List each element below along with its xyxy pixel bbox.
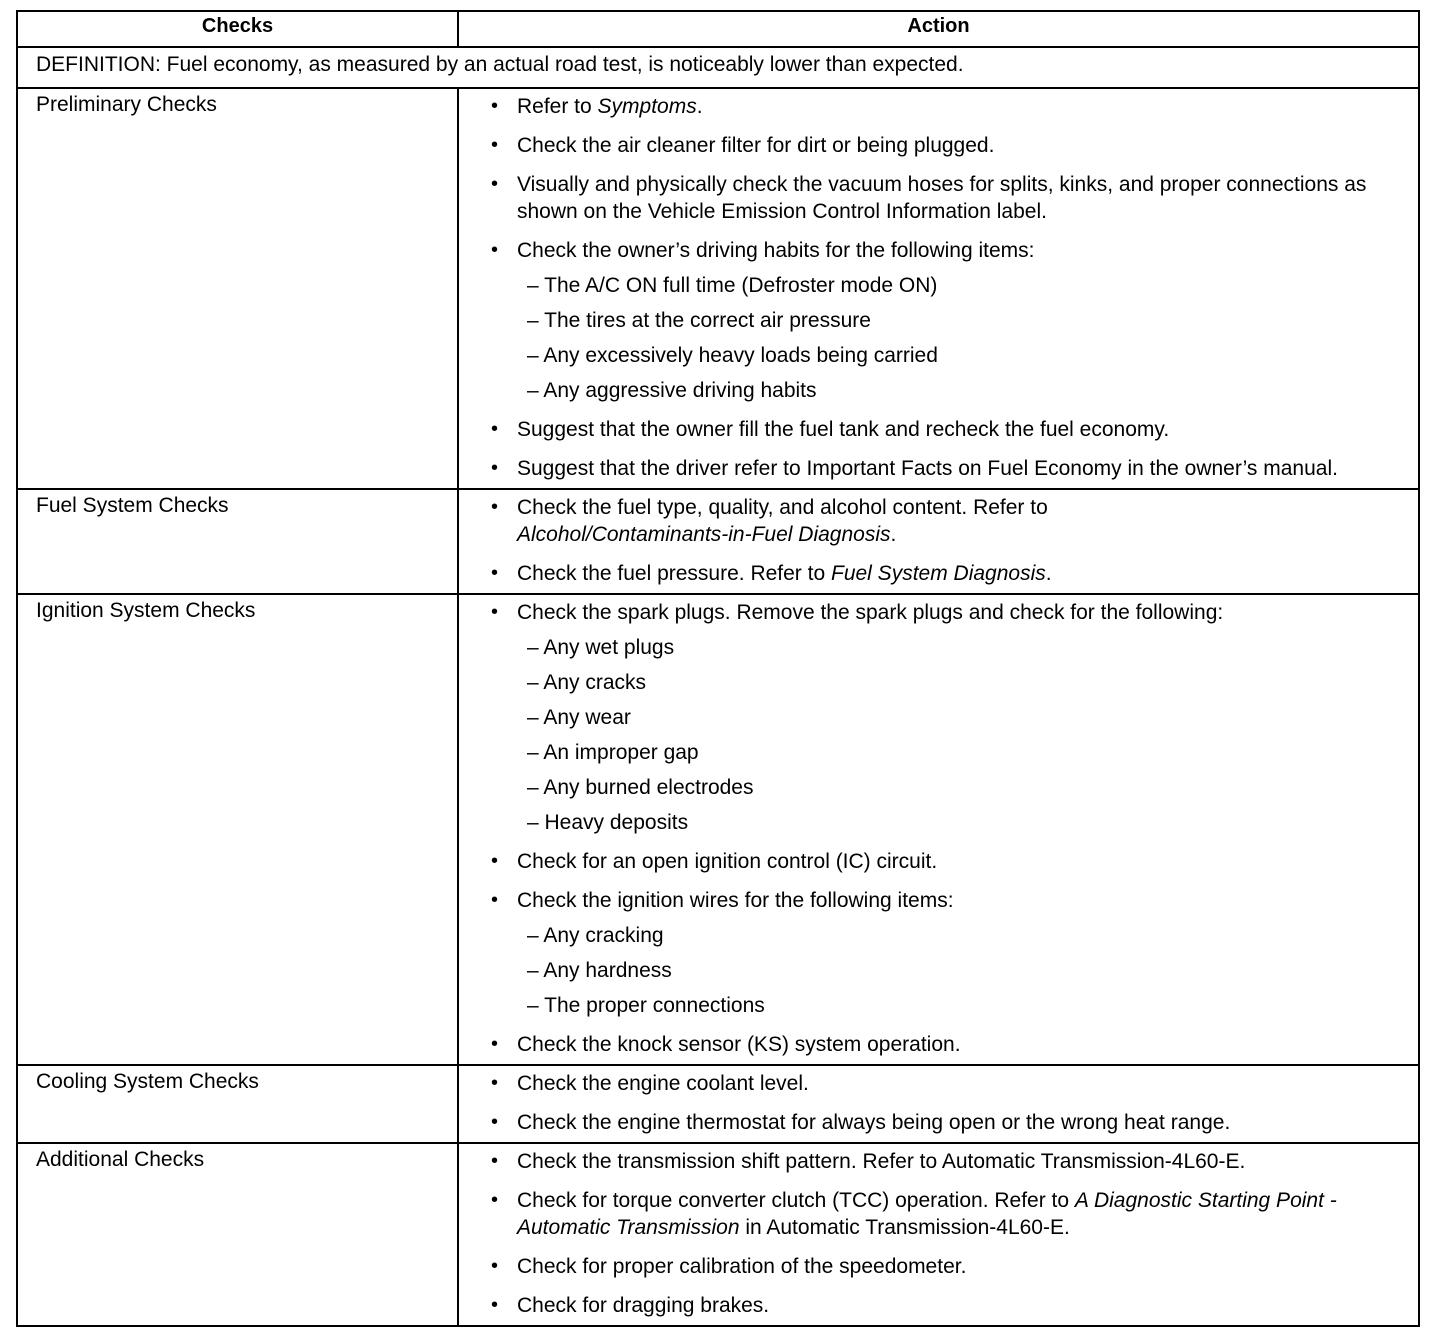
bullet-icon: • [491, 239, 499, 261]
bullet-icon: • [491, 496, 499, 518]
action-text: Check the fuel pressure. Refer to Fuel System Diagnosis. [517, 562, 1052, 585]
sub-item: – The tires at the correct air pressure [527, 309, 871, 332]
action-item [491, 599, 1408, 836]
bullet-icon: • [491, 95, 499, 117]
action-text: Check the air cleaner filter for dirt or being plugged. [517, 134, 995, 157]
action-list [491, 93, 1408, 482]
action-item [491, 1031, 1408, 1058]
sub-item: – An improper gap [527, 741, 699, 764]
sub-item: – Any aggressive driving habits [527, 379, 817, 402]
action-item [491, 560, 1408, 587]
action-text: Refer to Symptoms. [517, 95, 703, 118]
reference-link-text: A Diagnostic Starting Point - Automatic Transmission [517, 1189, 1337, 1239]
bullet-icon: • [491, 457, 499, 479]
check-category: Fuel System Checks [17, 489, 458, 594]
section-row-additional-checks [17, 1143, 1419, 1326]
action-text: Suggest that the driver refer to Important Facts on Fuel Economy in the owner’s manual. [517, 457, 1338, 480]
sub-item-list [517, 922, 1408, 1019]
sub-item: – Any hardness [527, 959, 672, 982]
action-text: Check the engine thermostat for always being open or the wrong heat range. [517, 1111, 1231, 1134]
fuel-economy-diagnosis-table [16, 10, 1420, 1327]
action-item [491, 1109, 1408, 1136]
reference-link-text: Symptoms [597, 95, 697, 118]
bullet-icon: • [491, 889, 499, 911]
section-row-preliminary-checks [17, 88, 1419, 489]
check-category: Additional Checks [17, 1143, 458, 1326]
sub-item: – Any burned electrodes [527, 776, 754, 799]
action-item [491, 416, 1408, 443]
section-row-fuel-system-checks [17, 489, 1419, 594]
sub-item-list [517, 634, 1408, 836]
sub-item: – Any cracks [527, 671, 647, 694]
action-text: Check the spark plugs. Remove the spark plugs and check for the following: [517, 601, 1224, 624]
action-item [491, 1253, 1408, 1280]
action-text: Check the engine coolant level. [517, 1072, 809, 1095]
section-row-cooling-system-checks [17, 1065, 1419, 1143]
action-item [491, 455, 1408, 482]
action-cell [458, 489, 1419, 594]
action-item [491, 848, 1408, 875]
reference-link-text: Alcohol/Contaminants-in-Fuel Diagnosis [517, 523, 891, 546]
action-item [491, 1070, 1408, 1097]
bullet-icon: • [491, 850, 499, 872]
bullet-icon: • [491, 1150, 499, 1172]
sub-item-list [517, 272, 1408, 404]
bullet-icon: • [491, 1111, 499, 1133]
sub-item: – Any cracking [527, 924, 664, 947]
action-cell [458, 594, 1419, 1065]
sub-item: – The A/C ON full time (Defroster mode ON) [527, 274, 938, 297]
bullet-icon: • [491, 134, 499, 156]
check-category: Cooling System Checks [17, 1065, 458, 1143]
action-list [491, 599, 1408, 1058]
action-item [491, 1187, 1408, 1241]
action-text: Check the transmission shift pattern. Refer to Automatic Transmission-4L60-E. [517, 1150, 1246, 1173]
definition-text: DEFINITION: Fuel economy, as measured by an actual road test, is noticeably lower than expected. [17, 47, 1419, 88]
sub-item: – Any wet plugs [527, 636, 675, 659]
action-text: Check for torque converter clutch (TCC) operation. Refer to A Diagnostic Starting Point - Automatic Transmission in Automatic Transmission-4L60-E. [517, 1189, 1337, 1239]
action-list [491, 494, 1408, 587]
action-text: Check the owner’s driving habits for the following items: [517, 239, 1035, 262]
header-row [17, 11, 1419, 47]
action-text: Check for proper calibration of the speedometer. [517, 1255, 967, 1278]
bullet-icon: • [491, 1189, 499, 1211]
action-text: Check for dragging brakes. [517, 1294, 770, 1317]
action-text: Check the ignition wires for the following items: [517, 889, 954, 912]
bullet-icon: • [491, 1294, 499, 1316]
action-text: Suggest that the owner fill the fuel tank and recheck the fuel economy. [517, 418, 1170, 441]
bullet-icon: • [491, 1033, 499, 1055]
bullet-icon: • [491, 418, 499, 440]
action-item [491, 1292, 1408, 1319]
check-category: Ignition System Checks [17, 594, 458, 1065]
bullet-icon: • [491, 601, 499, 623]
action-cell [458, 1065, 1419, 1143]
section-row-ignition-system-checks [17, 594, 1419, 1065]
action-cell [458, 1143, 1419, 1326]
action-item [491, 494, 1408, 548]
action-item [491, 171, 1408, 225]
header-checks: Checks [17, 11, 458, 47]
bullet-icon: • [491, 1072, 499, 1094]
action-cell [458, 88, 1419, 489]
action-item [491, 132, 1408, 159]
sub-item: – Any excessively heavy loads being carried [527, 344, 938, 367]
action-text: Check the fuel type, quality, and alcohol content. Refer to Alcohol/Contaminants-in-Fuel Diagnosis. [517, 496, 1048, 546]
bullet-icon: • [491, 562, 499, 584]
action-item [491, 887, 1408, 1019]
action-list [491, 1070, 1408, 1136]
definition-row [17, 47, 1419, 88]
action-text: Check the knock sensor (KS) system operation. [517, 1033, 961, 1056]
action-item [491, 1148, 1408, 1175]
action-list [491, 1148, 1408, 1319]
action-text: Visually and physically check the vacuum hoses for splits, kinks, and proper connections as shown on the Vehicle Emission Control Information label. [517, 173, 1367, 223]
sub-item: – Any wear [527, 706, 631, 729]
sub-item: – The proper connections [527, 994, 765, 1017]
bullet-icon: • [491, 173, 499, 195]
sub-item: – Heavy deposits [527, 811, 689, 834]
reference-link-text: Fuel System Diagnosis [831, 562, 1046, 585]
bullet-icon: • [491, 1255, 499, 1277]
check-category: Preliminary Checks [17, 88, 458, 489]
header-action: Action [458, 11, 1419, 47]
action-item [491, 93, 1408, 120]
action-item [491, 237, 1408, 404]
action-text: Check for an open ignition control (IC) circuit. [517, 850, 938, 873]
